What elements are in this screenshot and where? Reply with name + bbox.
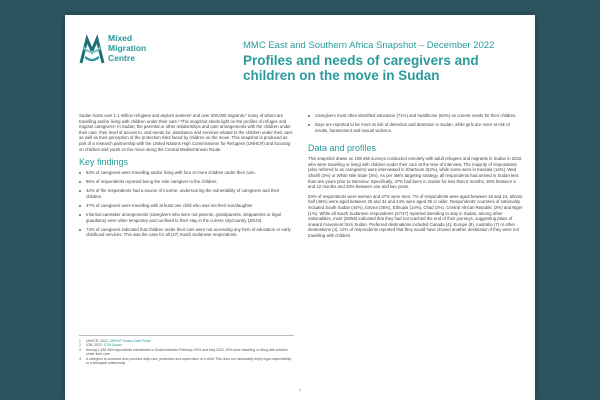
mmc-logo-icon bbox=[79, 33, 105, 67]
key-findings-list bbox=[79, 170, 294, 238]
footnote-text: UNHCR. 2022. bbox=[86, 339, 110, 343]
footnote bbox=[79, 357, 294, 366]
footnote bbox=[79, 348, 294, 357]
footnote-text: A caregiver is someone who provides daily care, protection and supervision of a child. This does not necessarily imply legal responsibility or a biological relationship. bbox=[86, 356, 292, 366]
logo-line-2: Migration bbox=[108, 42, 147, 53]
document-page bbox=[65, 15, 535, 400]
list-item: Informal caretaker arrangements (caregivers who were not parents, grandparents, stepparents or legal guardians) were often temporary and confined to their stay in the current city/country (30/43). bbox=[79, 212, 294, 223]
list-item: Caregivers most often identified education (71%) and healthcare (62%) as current needs for their children. bbox=[308, 113, 523, 119]
footnotes bbox=[79, 335, 294, 365]
footnote-number: 3 bbox=[79, 347, 81, 352]
snapshot-subtitle: MMC East and Southern Africa Snapshot – December 2022 bbox=[243, 40, 495, 51]
logo-line-1: Mixed bbox=[108, 33, 133, 43]
list-item: 42% of the respondents had a source of income, underscoring the vulnerability of caregivers and their children. bbox=[79, 188, 294, 199]
mmc-logo-text bbox=[108, 34, 146, 63]
footnote-link[interactable]: UNHCR Sudan Data Portal bbox=[109, 339, 151, 343]
footnote-text: IOM. 2022. bbox=[86, 343, 104, 348]
list-item: 86% of respondents reported being the sole caregiver to the children. bbox=[79, 179, 294, 185]
data-paragraph-2: 53% of respondents were women and 47% were men. 7% of respondents were aged between 18 and 24, almost half (46%) were aged between 25 and 34 and 44% were aged 35 or older. Respondents' countries of nationality included South Sudan (44%), Eritrea (36%), Ethiopia (14%), Chad (3%), Central African Republic (2%) and Niger (1%). While all South Sudanese respondents (47/47) reported intending to stay in Sudan, among other nationalities, most (28/59) indicated that they had not reached the end of their journeys, suggesting plans of onward movement from Sudan. Preferred destinations included Canada (4), Europe (8), Australia (7) or other destinations (4). 12% of respondents reported that they would have chosen another destination if they were not travelling with children. bbox=[308, 193, 523, 238]
page-number: 1 bbox=[298, 387, 302, 392]
mmc-logo bbox=[79, 31, 159, 71]
right-column bbox=[308, 113, 523, 243]
list-item: 73% of caregivers indicated that children under their care were not accessing any form of education or early childhood services. This was the case for all (47) South Sudanese respondents. bbox=[79, 227, 294, 238]
key-findings-continued-list bbox=[308, 113, 523, 133]
footnote-link[interactable]: DTM Sudan bbox=[103, 343, 122, 348]
list-item: 63% of caregivers were travelling and/or living with four or more children under their care. bbox=[79, 170, 294, 176]
footnote-number: 2 bbox=[79, 343, 81, 348]
footnote-text: Among 1,498 4Mi respondents interviewed in Sudan between February 2021 and May 2022, 30% were travelling or living with children under their care. bbox=[86, 347, 288, 357]
data-paragraph-1: This snapshot draws on 108 4Mi surveys conducted remotely with adult refugees and migrants in Sudan in 2022, who were travelling or living with children under their care at the time of interview. The majority of respondents (also referred to as caregivers) were interviewed in Khartoum (62%), while some were in Kassala (14%), Wad Sharifi (3%) or White Nile State (3%). As per 4Mi's targeting strategy, all respondents had arrived in Sudan less than two years prior to interview. Specifically, 37% had been in Sudan for less than 6 months, 30% between 6 and 12 months and 33% between one and two years. bbox=[308, 156, 523, 190]
left-column bbox=[79, 113, 294, 242]
page-title: Profiles and needs of caregivers and children on the move in Sudan bbox=[243, 53, 479, 83]
footnote-number: 4 bbox=[79, 356, 81, 361]
list-item: Boys are reported to be more at risk of detention and detention in Sudan, while girls are more at risk of insults, harassment and sexual violence. bbox=[308, 122, 523, 133]
list-item: 47% of caregivers were travelling with at least one child who was not their son/daughter. bbox=[79, 203, 294, 209]
logo-line-3: Centre bbox=[108, 52, 135, 63]
key-findings-heading: Key findings bbox=[79, 157, 129, 168]
footnote-number: 1 bbox=[79, 339, 81, 343]
data-profiles-heading: Data and profiles bbox=[308, 143, 377, 154]
intro-paragraph: Sudan hosts over 1.1 million refugees and asylum seekers¹ and over 500,000 migrants,² many of whom are travelling and/or living with children under their care.³ This snapshot sheds light on the profiles of refugee and migrant caregivers⁴ in Sudan; the parental or other relationships and care arrangements with the children under their care; their level of access to, and needs for, assistance and services related to the children under their care; as well as their perception of the protection risks faced by children on the move. This snapshot is produced as part of a research partnership with the United Nations High Commissioner for Refugees (UNHCR) and focusing on children and youth on the move along the Central Mediterranean Route. bbox=[79, 113, 294, 152]
